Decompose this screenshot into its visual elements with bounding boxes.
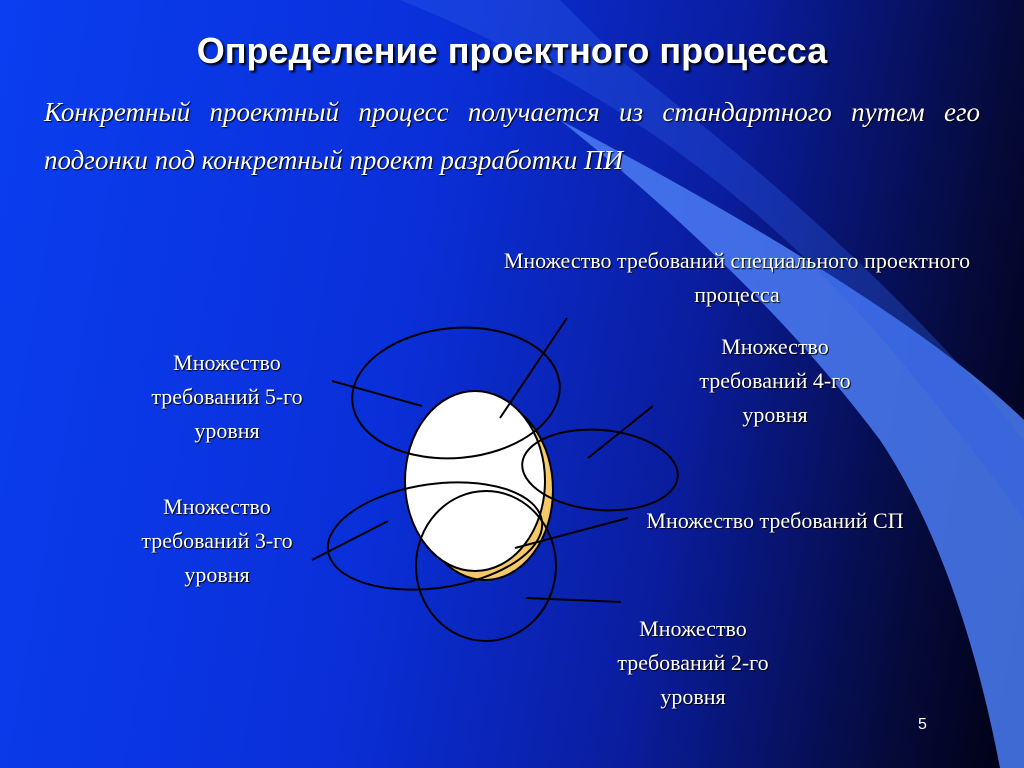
label-special-process: Множество требований специального проектного процесса bbox=[503, 248, 971, 307]
page-number: 5 bbox=[918, 716, 927, 733]
pointer-level5 bbox=[332, 381, 422, 406]
pointer-level4 bbox=[588, 406, 653, 458]
label-level5: Множество требований 5-го уровня bbox=[151, 350, 303, 443]
pointer-level3 bbox=[312, 521, 388, 560]
label-level3: Множество требований 3-го уровня bbox=[141, 494, 293, 587]
label-level4: Множество требований 4-го уровня bbox=[699, 334, 851, 427]
slide-subtitle: Конкретный проектный процесс получается из стандартного путем его подгонки под конкретный проект разработки ПИ bbox=[44, 97, 980, 175]
slide-title: Определение проектного процесса bbox=[196, 30, 828, 71]
pointer-level2 bbox=[526, 598, 621, 602]
requirements-diagram bbox=[312, 318, 681, 641]
label-sp: Множество требований СП bbox=[646, 508, 904, 533]
core-ellipse bbox=[405, 391, 545, 571]
label-level2: Множество требований 2-го уровня bbox=[617, 616, 769, 709]
